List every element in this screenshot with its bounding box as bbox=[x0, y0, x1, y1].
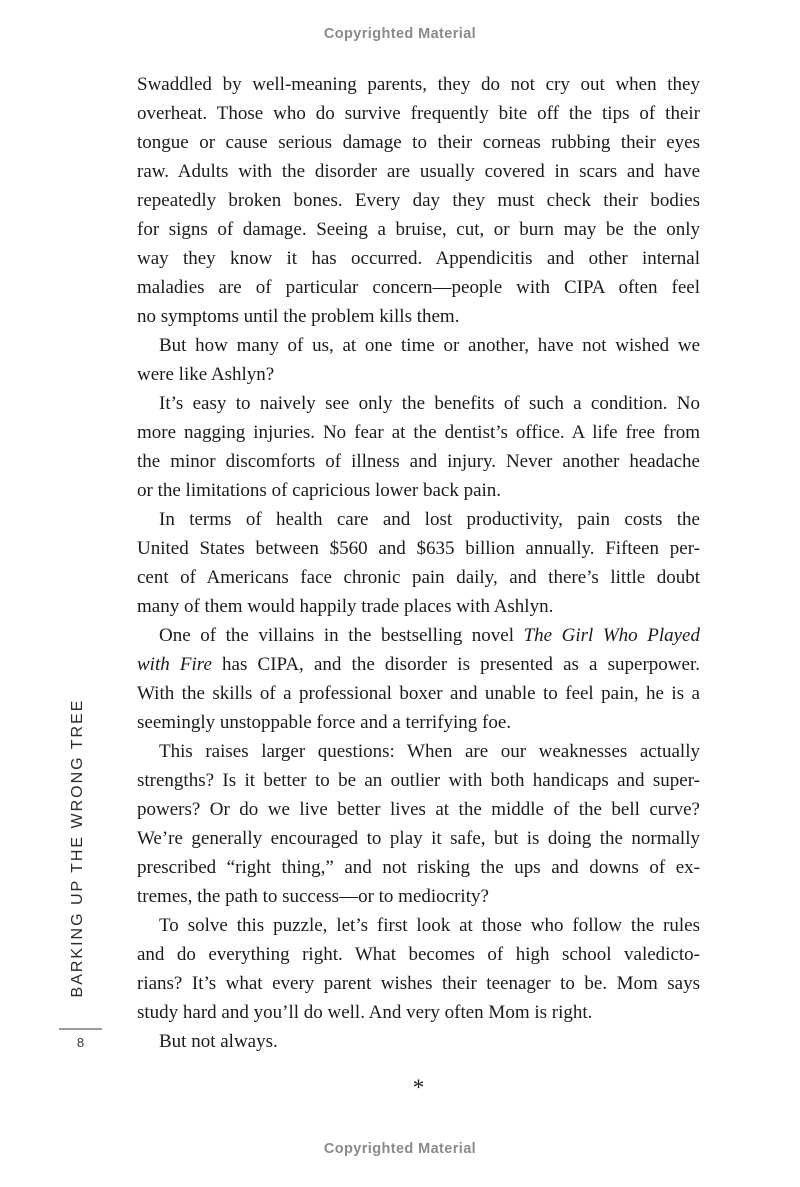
text-line: and do everything right. What becomes of high school valedicto- bbox=[137, 944, 700, 965]
text-line: To solve this puzzle, let’s first look at those who follow the rules bbox=[159, 915, 700, 936]
text-line: strengths? Is it better to be an outlier with both handicaps and super- bbox=[137, 770, 700, 791]
text-line: We’re generally encouraged to play it safe, but is doing the normally bbox=[137, 828, 700, 849]
text-line: But how many of us, at one time or another, have not wished we bbox=[159, 335, 700, 356]
text-line: more nagging injuries. No fear at the dentist’s office. A life free from bbox=[137, 422, 700, 443]
text-line: powers? Or do we live better lives at the middle of the bell curve? bbox=[137, 799, 700, 820]
text-line: One of the villains in the bestselling novel The Girl Who Played bbox=[159, 625, 700, 646]
text-line: With the skills of a professional boxer and unable to feel pain, he is a bbox=[137, 683, 700, 704]
text-line: seemingly unstoppable force and a terrifying foe. bbox=[137, 712, 512, 733]
paragraph bbox=[137, 911, 700, 1027]
text-line: raw. Adults with the disorder are usually covered in scars and have bbox=[137, 161, 700, 182]
text-line: Swaddled by well-meaning parents, they do not cry out when they bbox=[137, 74, 700, 95]
text-line: This raises larger questions: When are our weaknesses actually bbox=[159, 741, 700, 762]
text-line: overheat. Those who do survive frequently bite off the tips of their bbox=[137, 103, 700, 124]
page-number: 8 bbox=[76, 1035, 85, 1050]
paragraph bbox=[137, 331, 700, 389]
text-line: cent of Americans face chronic pain daily, and there’s little doubt bbox=[137, 567, 700, 588]
paragraph bbox=[137, 737, 700, 911]
text-line: for signs of damage. Seeing a bruise, cut, or burn may be the only bbox=[137, 219, 700, 240]
paragraph bbox=[137, 505, 700, 621]
copyright-notice-bottom: Copyrighted Material bbox=[323, 1141, 477, 1157]
paragraph bbox=[137, 621, 700, 737]
text-line: In terms of health care and lost productivity, pain costs the bbox=[159, 509, 700, 530]
paragraph bbox=[137, 1027, 700, 1056]
text-line: United States between $560 and $635 billion annually. Fifteen per- bbox=[137, 538, 700, 559]
text-line: or the limitations of capricious lower back pain. bbox=[137, 480, 502, 501]
text-line: repeatedly broken bones. Every day they must check their bodies bbox=[137, 190, 700, 211]
copyright-notice-top: Copyrighted Material bbox=[323, 26, 477, 42]
text-line: no symptoms until the problem kills them. bbox=[137, 306, 460, 327]
text-line: maladies are of particular concern—people with CIPA often feel bbox=[137, 277, 700, 298]
text-line: study hard and you’ll do well. And very often Mom is right. bbox=[137, 1002, 593, 1023]
section-break-asterisk: * bbox=[412, 1075, 425, 1100]
text-line: tremes, the path to success—or to mediocrity? bbox=[137, 886, 489, 907]
text-line: It’s easy to naively see only the benefits of such a condition. No bbox=[159, 393, 700, 414]
text-line: rians? It’s what every parent wishes their teenager to be. Mom says bbox=[137, 973, 700, 994]
paragraph bbox=[137, 389, 700, 505]
text-line: But not always. bbox=[159, 1031, 278, 1052]
text-line: prescribed “right thing,” and not risking the ups and downs of ex- bbox=[137, 857, 700, 878]
text-line: tongue or cause serious damage to their corneas rubbing their eyes bbox=[137, 132, 700, 153]
text-line: the minor discomforts of illness and injury. Never another headache bbox=[137, 451, 700, 472]
paragraph bbox=[137, 70, 700, 331]
sidebar-book-title: BARKING UP THE WRONG TREE bbox=[69, 698, 86, 998]
body-text bbox=[137, 70, 700, 1102]
text-line: with Fire has CIPA, and the disorder is presented as a superpower. bbox=[137, 654, 700, 675]
text-line: way they know it has occurred. Appendicitis and other internal bbox=[137, 248, 700, 269]
text-line: many of them would happily trade places with Ashlyn. bbox=[137, 596, 554, 617]
sidebar-divider bbox=[59, 1028, 102, 1030]
text-line: were like Ashlyn? bbox=[137, 364, 275, 385]
